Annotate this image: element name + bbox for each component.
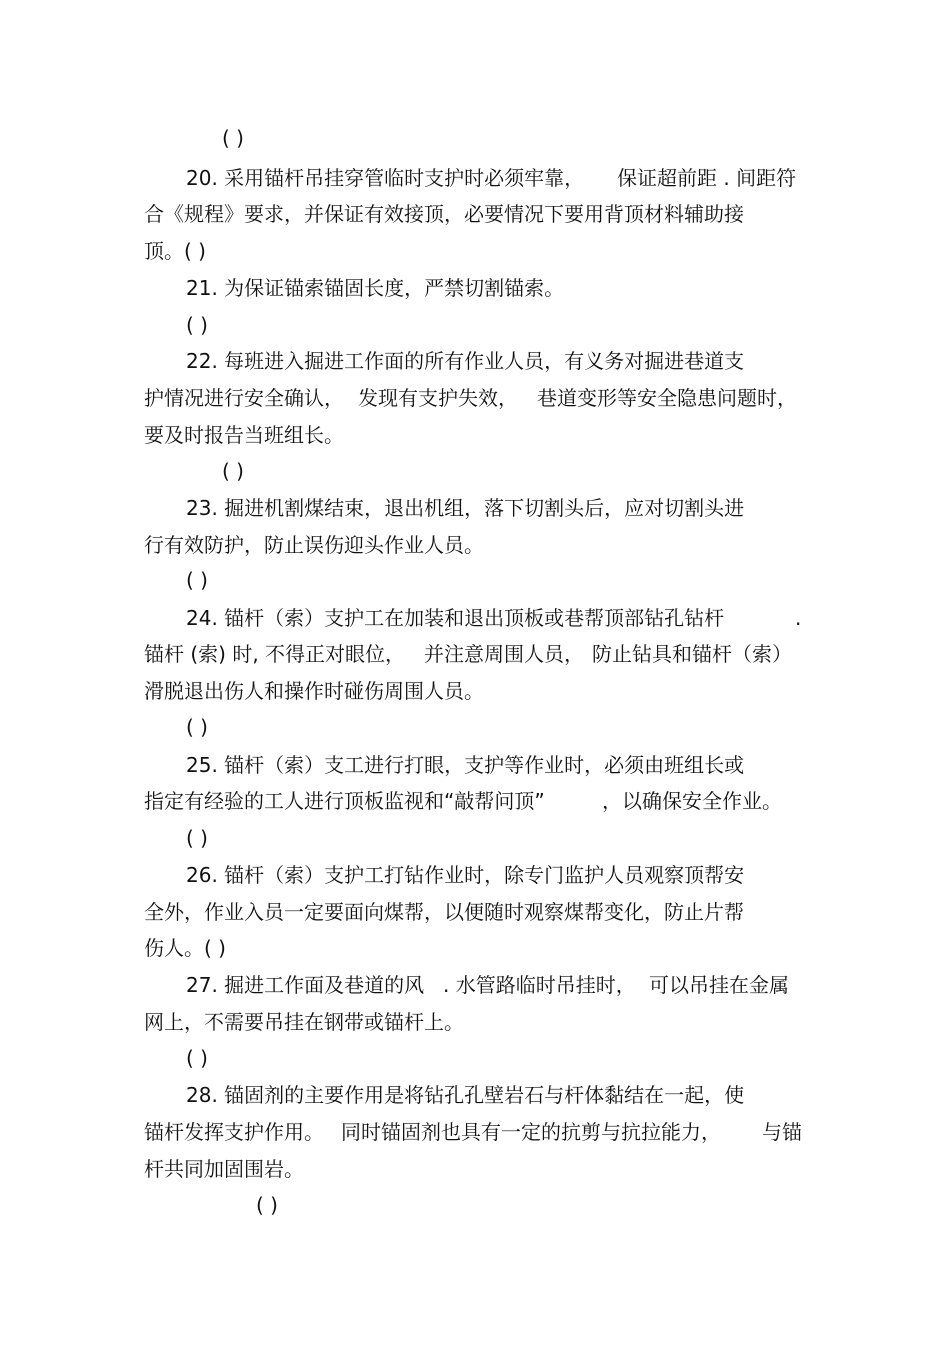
- question-22-line-2c: 巷道变形等安全隐患问题时，: [537, 386, 797, 410]
- question-23-line-2: 行有效防护，防止误伤迎头作业人员。: [144, 533, 484, 557]
- question-21-line-1: 21. 为保证锚索锚固长度，严禁切割锚索。: [186, 276, 565, 300]
- question-20-line-2: 合《规程》要求，并保证有效接顶，必要情况下要用背顶材料辅助接: [144, 202, 744, 226]
- answer-blank: ( ): [186, 568, 208, 592]
- question-27-line-1a: 27. 掘进工作面及巷道的风: [186, 973, 425, 997]
- answer-blank: ( ): [256, 1193, 278, 1217]
- question-20-line-1b: 保证超前距 . 间距符: [617, 166, 797, 190]
- question-24-line-2b: 并注意周围人员，: [424, 642, 584, 666]
- question-27-line-2: 网上，不需要吊挂在钢带或锚杆上。: [144, 1010, 464, 1034]
- question-27-line-1c: 可以吊挂在金属: [649, 973, 789, 997]
- question-26-line-1: 26. 锚杆（索）支护工打钻作业时，除专门监护人员观察顶帮安: [186, 863, 745, 887]
- question-28-line-2c: 与锚: [762, 1120, 802, 1144]
- question-28-line-1: 28. 锚固剂的主要作用是将钻孔孔壁岩石与杆体黏结在一起，使: [186, 1083, 745, 1107]
- question-22-line-1: 22. 每班进入掘进工作面的所有作业人员，有义务对掘进巷道支: [186, 349, 745, 373]
- question-20-line-3: 顶。( ): [144, 239, 206, 263]
- question-25-line-1: 25. 锚杆（索）支工进行打眼，支护等作业时，必须由班组长或: [186, 753, 745, 777]
- question-25-line-2b: ，以确保安全作业。: [602, 789, 782, 813]
- question-22-line-3: 要及时报告当班组长。: [144, 423, 344, 447]
- question-20-line-1a: 20. 采用锚杆吊挂穿管临时支护时必须牢靠，: [186, 166, 585, 190]
- question-27-line-1b: . 水管路临时吊挂时，: [443, 973, 636, 997]
- question-28-line-2b: 同时锚固剂也具有一定的抗剪与抗拉能力，: [341, 1120, 721, 1144]
- answer-blank: ( ): [222, 459, 244, 483]
- question-24-line-1b: .: [795, 606, 802, 630]
- answer-blank: ( ): [186, 826, 208, 850]
- question-22-line-2b: 发现有支护失效，: [358, 386, 518, 410]
- answer-blank: ( ): [186, 715, 208, 739]
- question-26-line-3: 伤人。( ): [144, 936, 226, 960]
- question-24-line-1a: 24. 锚杆（索）支护工在加装和退出顶板或巷帮顶部钻孔钻杆: [186, 606, 725, 630]
- question-24-line-3: 滑脱退出伤人和操作时碰伤周围人员。: [144, 679, 484, 703]
- question-28-line-3: 杆共同加固围岩。: [144, 1157, 304, 1181]
- question-24-line-2c: 防止钻具和锚杆（索）: [592, 642, 792, 666]
- question-26-line-2: 全外，作业入员一定要面向煤帮，以便随时观察煤帮变化，防止片帮: [144, 900, 744, 924]
- question-22-line-2a: 护情况进行安全确认，: [144, 386, 344, 410]
- answer-blank: ( ): [186, 313, 208, 337]
- question-23-line-1: 23. 掘进机割煤结束，退出机组，落下切割头后，应对切割头进: [186, 496, 745, 520]
- question-25-line-2a: 指定有经验的工人进行顶板监视和“敲帮问顶”: [144, 789, 545, 813]
- answer-blank: ( ): [186, 1046, 208, 1070]
- question-28-line-2a: 锚杆发挥支护作用。: [144, 1120, 324, 1144]
- question-24-line-2a: 锚杆 (索) 时, 不得正对眼位，: [144, 642, 406, 666]
- answer-blank: ( ): [222, 126, 244, 150]
